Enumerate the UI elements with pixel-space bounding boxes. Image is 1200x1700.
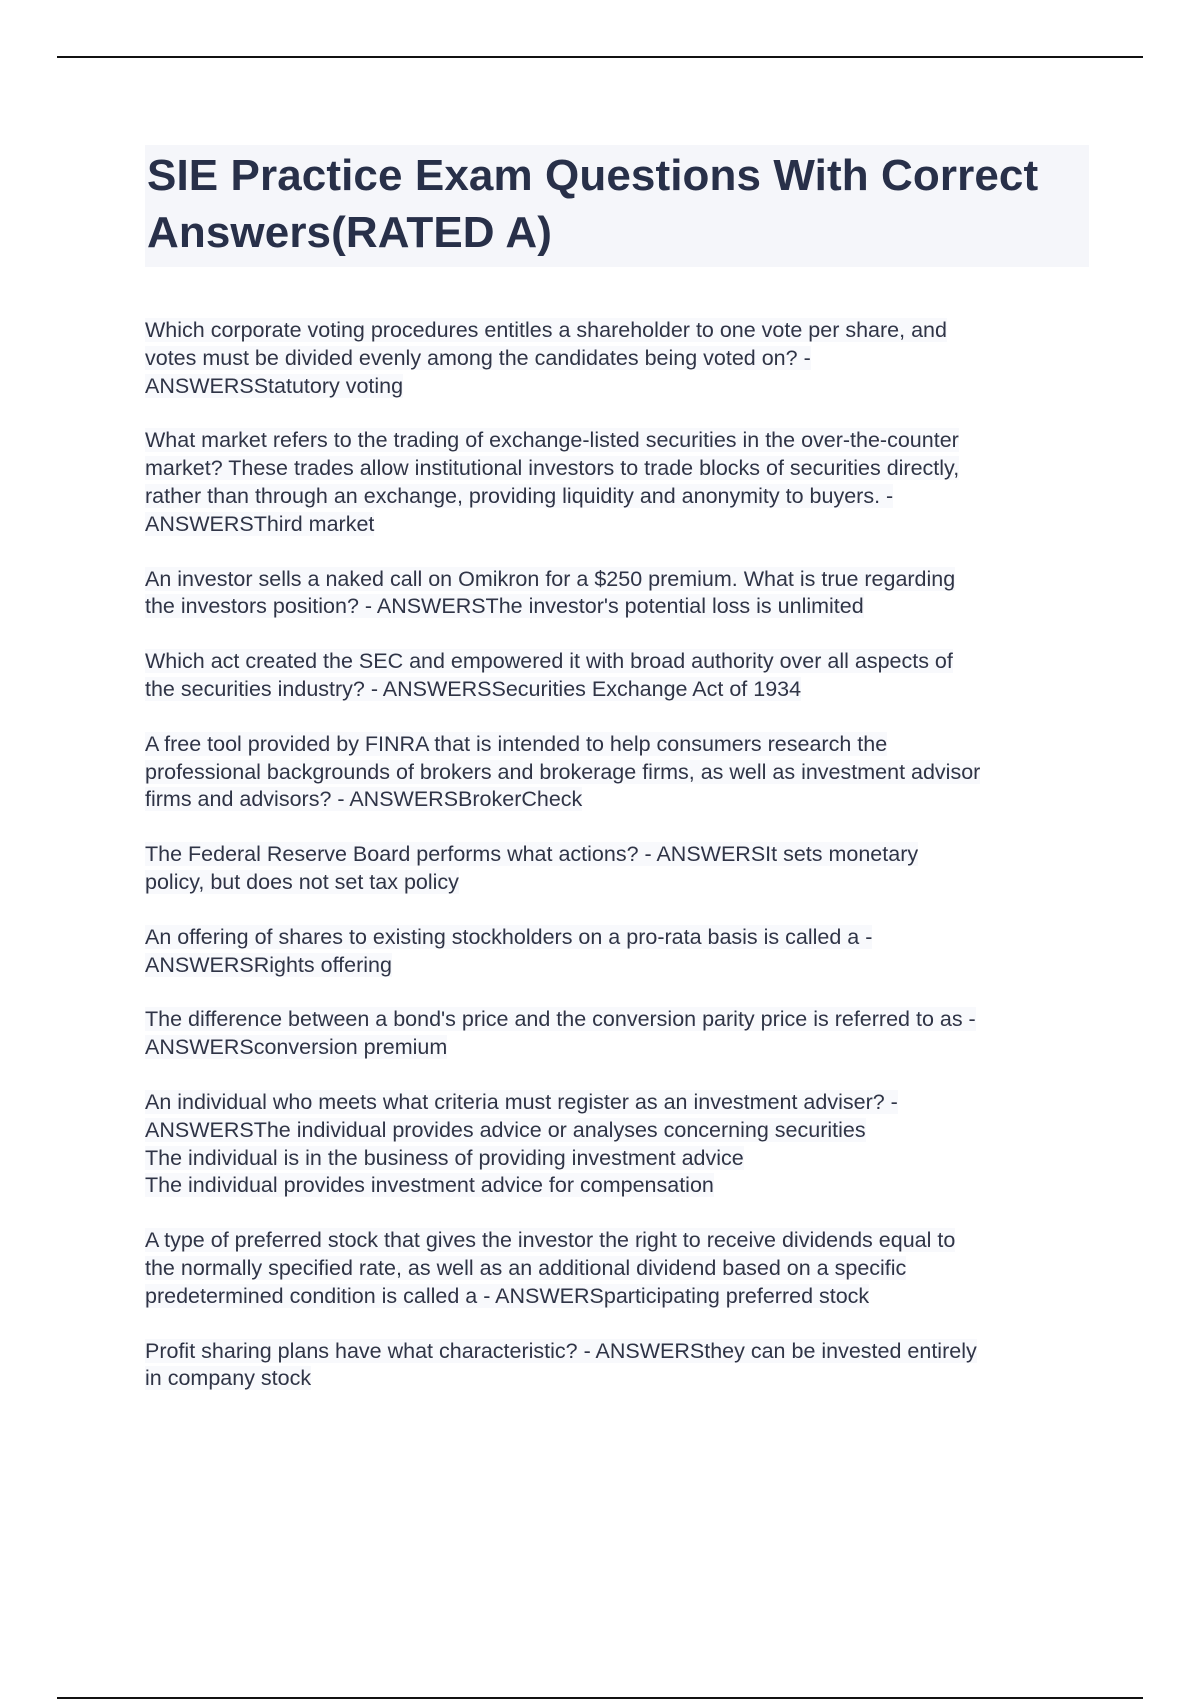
qa-text: An investor sells a naked call on Omikron for a $250 premium. What is true regarding the investors position? - ANSWERSThe investor's potential loss is unlimited [145,566,956,619]
qa-item [145,1227,1089,1310]
qa-item [145,731,1089,814]
qa-item [145,1338,1089,1394]
qa-text: An individual who meets what criteria must register as an investment adviser? - ANSWERSThe individual provides advice or analyses concerning securities The individual is in the business of providing investment advice The individual provides investment advice for compensation [145,1089,898,1198]
qa-text: Which act created the SEC and empowered it with broad authority over all aspects of the securities industry? - ANSWERSSecurities Exchange Act of 1934 [145,649,953,701]
qa-item [145,1089,1089,1200]
qa-text: Profit sharing plans have what characteristic? - ANSWERSthey can be invested entirely in company stock [145,1338,977,1391]
footer-rule [57,1697,1143,1699]
page-title: SIE Practice Exam Questions With Correct Answers(RATED A) [147,151,1039,257]
qa-item [145,1006,1089,1062]
qa-item [145,648,1089,704]
qa-text: The Federal Reserve Board performs what actions? - ANSWERSIt sets monetary policy, but does not set tax policy [145,842,919,894]
qa-text: An offering of shares to existing stockholders on a pro-rata basis is called a - ANSWERSRights offering [145,924,873,977]
qa-item [145,427,1089,538]
qa-text: Which corporate voting procedures entitles a shareholder to one vote per share, and votes must be divided evenly among the candidates being voted on? - ANSWERSStatutory voting [145,318,947,398]
qa-text: A type of preferred stock that gives the investor the right to receive dividends equal to the normally specified rate, as well as an additional dividend based on a specific predetermined condition is called a - ANSWERSparticipating preferred stock [145,1228,956,1308]
header-rule [57,56,1143,58]
qa-item [145,924,1089,980]
qa-item [145,317,1089,400]
qa-text: The difference between a bond's price and the conversion parity price is referred to as - ANSWERSconversion premium [145,1007,976,1060]
qa-item [145,841,1089,897]
qa-text: What market refers to the trading of exchange-listed securities in the over-the-counter market? These trades allow institutional investors to trade blocks of securities directly, rather than through an exchange, providing liquidity and anonymity to buyers. - ANSWERSThird market [145,428,960,536]
title-block [145,145,1089,267]
qa-text: A free tool provided by FINRA that is intended to help consumers research the professional backgrounds of brokers and brokerage firms, as well as investment advisor firms and advisors? - ANSWERSBrokerCheck [145,731,981,812]
qa-item [145,566,1089,622]
qa-list [145,317,1089,1393]
page-content [145,145,1089,1420]
